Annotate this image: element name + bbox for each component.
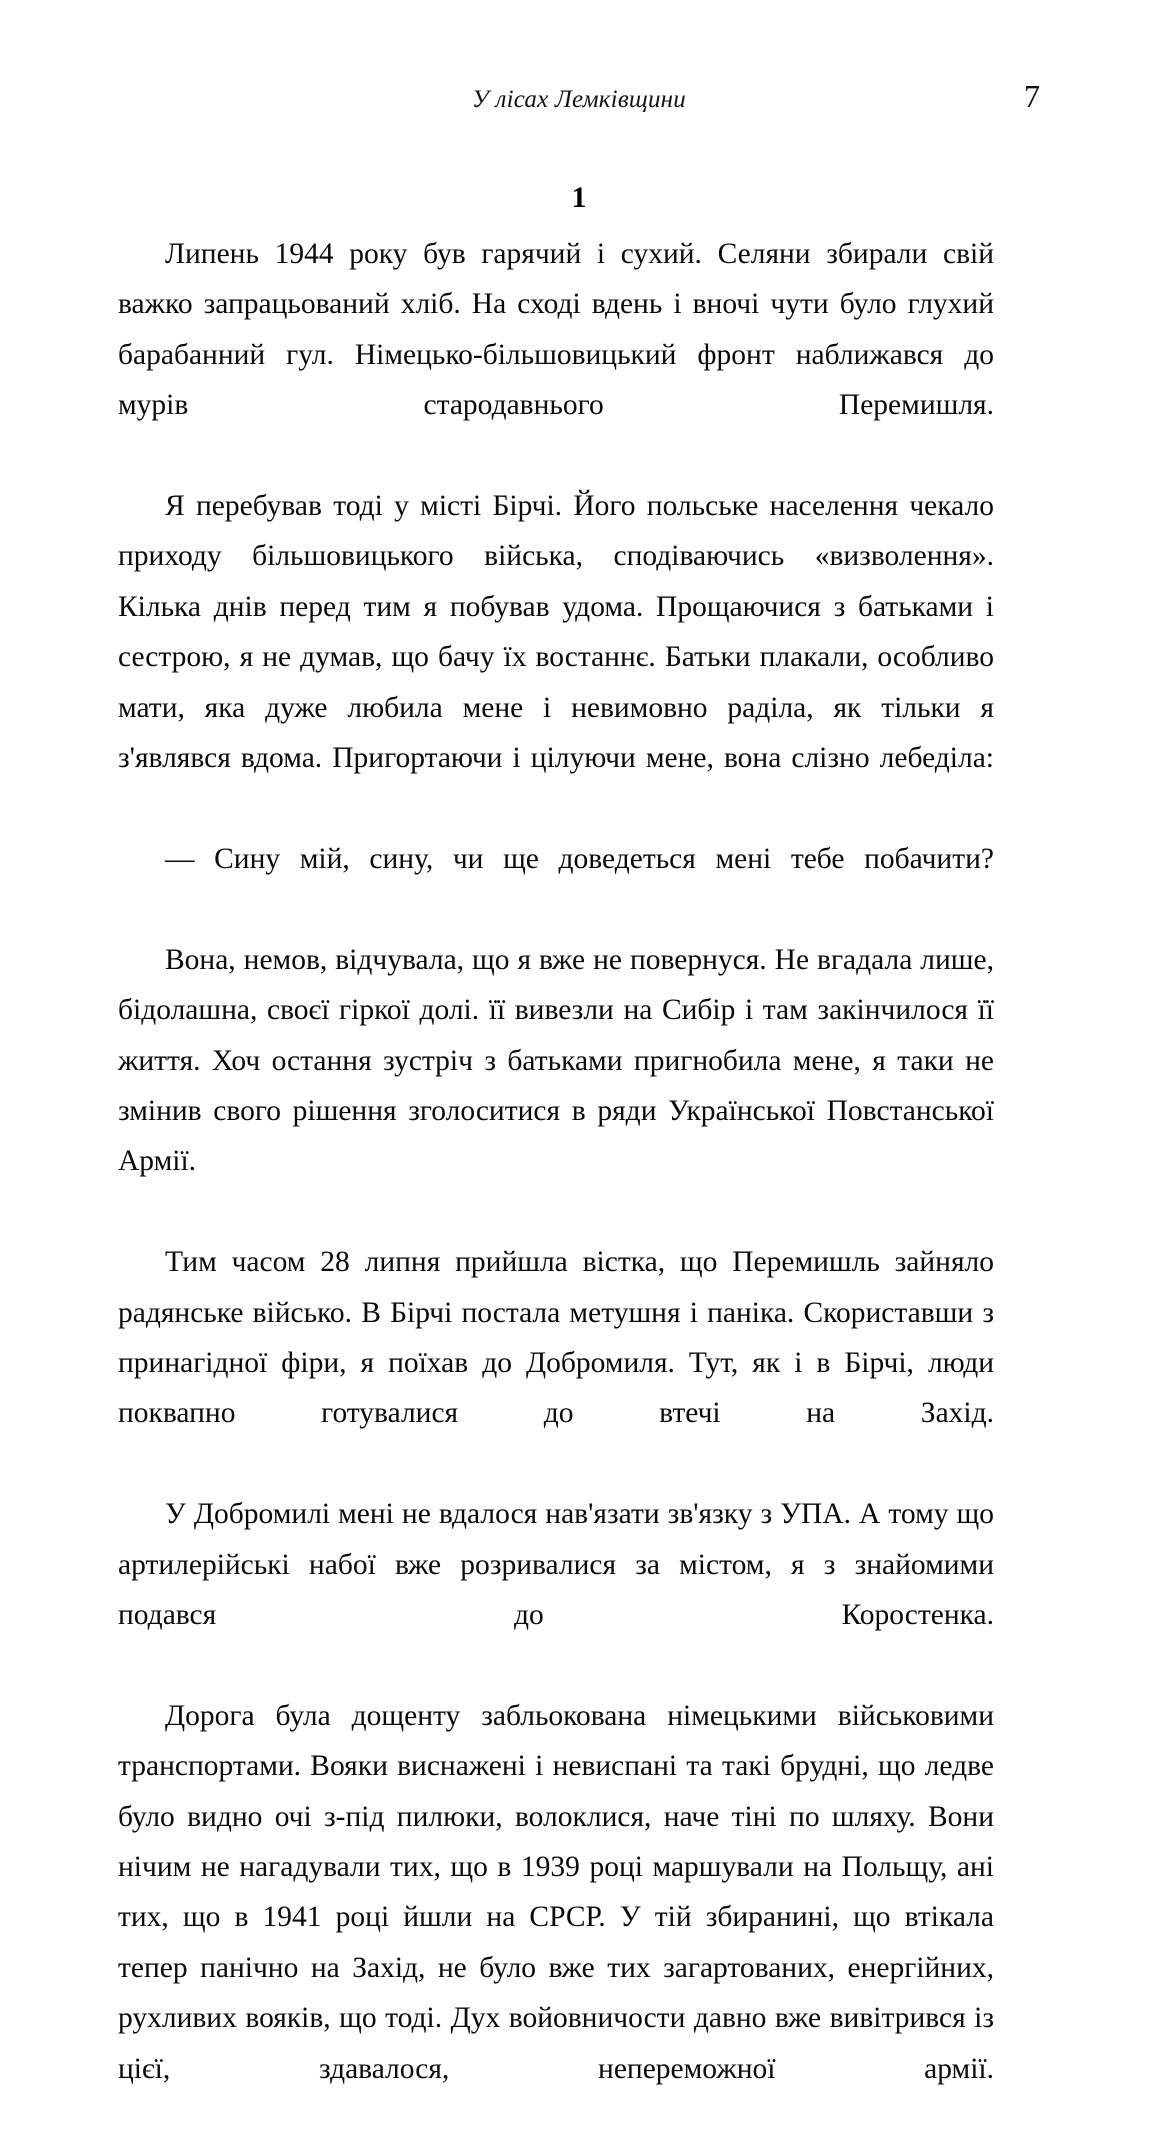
paragraph: Я перебував тоді у місті Бірчі. Його польське населення чекало приходу більшовицького війська, сподіваючись «визволення». Кілька днів перед тим я побував удома. Прощаючися з батьками і сестрою, я не думав, що бачу їх востаннє. Батьки плакали, особливо мати, яка дуже любила мене і невимовно раділа, як тільки я з'являвся вдома. Пригортаючи і цілуючи мене, вона слізно лебеділа: <box>118 490 994 775</box>
chapter-number-heading: 1 <box>571 181 587 214</box>
running-header-title: У лісах Лемківщини <box>472 86 686 113</box>
paragraph: У Добромилі мені не вдалося нав'язати зв'язку з УПА. А тому що артилерійські набої вже розривалися за містом, я з знайомими подався до Коростенка. <box>118 1498 994 1631</box>
page-number: 7 <box>1024 78 1040 114</box>
dialogue-paragraph: — Сину мій, сину, чи ще доведеться мені тебе побачити? <box>165 842 994 875</box>
paragraph: Вона, немов, відчувала, що я вже не повернуся. Не вгадала лише, бідолашна, своєї гіркої долі. її вивезли на Сибір і там закінчилося її життя. Хоч остання зустріч з батьками пригнобила мене, я таки не змінив свого рішення зголоситися в ряди Української Повстанської Армії. <box>118 943 994 1178</box>
paragraph: Тим часом 28 липня прийшла вістка, що Перемишль зайняло радянське військо. В Бірчі постала метушня і паніка. Скориставши з принагідної фіри, я поїхав до Добромиля. Тут, як і в Бірчі, люди поквапно готувалися до втечі на Захід. <box>118 1246 994 1430</box>
paragraph: Дорога була дощенту забльокована німецькими військовими транспортами. Вояки виснажені і невиспані та такі брудні, що ледве було видно очі з-під пилюки, волоклися, наче тіні по шляху. Вони нічим не нагадували тих, що в 1939 році маршували на Польщу, ані тих, що в 1941 році йшли на СРСР. У тій збиранині, що втікала тепер панічно на Захід, не було вже тих загартованих, енергійних, рухливих вояків, що тоді. Дух войовничости давно вже вивітрився із цієї, здавалося, непереможної армії. <box>118 1699 994 2085</box>
paragraph: Липень 1944 року був гарячий і сухий. Селяни збирали свій важко запрацьований хліб. На сході вдень і вночі чути було глухий барабанний гул. Німецько-більшовицький фронт наближався до мурів стародавнього Перемишля. <box>118 238 994 422</box>
body-text-block <box>118 229 994 2144</box>
running-header <box>118 78 1040 126</box>
